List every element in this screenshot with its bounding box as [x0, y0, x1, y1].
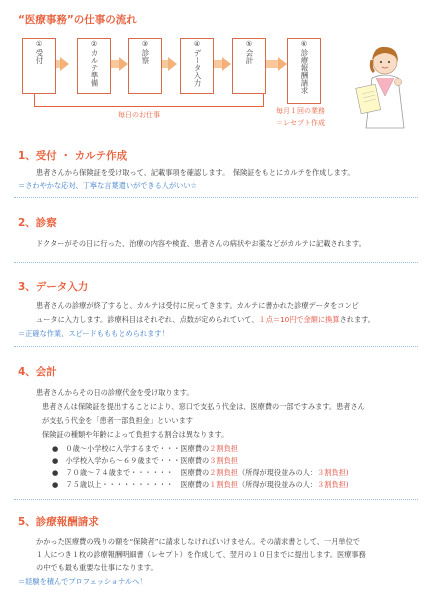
rate-value: １割負担	[209, 480, 238, 489]
flow-arrow-head	[278, 57, 287, 71]
section-3-text-line2	[36, 314, 375, 326]
flow-step-billing	[287, 38, 321, 104]
flow-step-payment	[232, 38, 266, 94]
section-heading-2: 2、診察	[18, 217, 57, 229]
rate-value: ２割負担	[209, 444, 238, 453]
rate-label: ● ７５歳以上・・・・・・・・・・ 医療費の	[52, 480, 210, 489]
step-label: 診察	[140, 49, 150, 65]
rate-row	[52, 467, 349, 479]
rate-note: （所得が現役並みの人：	[237, 468, 318, 477]
text-segment: ュータに入力します。診療科目はそれぞれ、点数が定められていて、	[36, 315, 259, 324]
flow-arrow-head	[119, 57, 128, 71]
daily-bracket	[34, 94, 264, 107]
rate-note-value: ３割負担)	[317, 480, 349, 489]
step-label: カルテ準備	[89, 49, 99, 87]
flow-step-chart-prep	[77, 38, 111, 94]
rate-note: （所得が現役並みの人：	[237, 480, 318, 489]
rate-note-value: ３割負担)	[317, 468, 349, 477]
divider	[14, 262, 418, 263]
section-2-text: ドクターがその日に行った、治療の内容や検査、患者さんの病状やお薬などがカルテに記載されます。	[36, 239, 366, 248]
flow-step-data-entry	[180, 38, 214, 94]
divider	[14, 346, 418, 347]
section-5-text-line2: １人につき１枚の診療報酬明細書（レセプト）を作成して、翌月の１０日までに提出します。医療事務	[36, 550, 366, 559]
rate-label: ● ７０歳～７４歳まで・・・・・・ 医療費の	[52, 468, 210, 477]
text-segment: されます。	[339, 315, 375, 324]
divider	[14, 499, 418, 500]
step-label: 診療報酬請求	[299, 49, 309, 95]
monthly-label: 毎月１回の業務	[276, 107, 325, 115]
step-number: ⑤	[245, 40, 253, 48]
receipt-label: ＝レセプト作成	[276, 119, 325, 127]
section-5-text-line3: の中でも最も重要な仕事になります。	[36, 563, 158, 572]
step-label: 会計	[244, 49, 254, 65]
section-heading-1: 1、受付 ・ カルテ作成	[18, 150, 128, 162]
step-number: ①	[35, 40, 43, 48]
rate-value: ３割負担	[209, 456, 238, 465]
flow-arrow-head	[168, 57, 177, 71]
section-4-text-line4: 保険証の種類や年齢によって負担する割合は異なります。	[42, 430, 229, 439]
step-number: ⑥	[300, 40, 308, 48]
highlight-conversion: １点＝10円で金額に換算	[258, 315, 340, 324]
step-number: ②	[90, 40, 98, 48]
step-label: 受付	[34, 49, 44, 65]
step-number: ③	[141, 40, 149, 48]
rate-row	[52, 455, 238, 467]
section-1-note: ＝さわやかな応対、丁寧な言葉遣いができる人がいい☆	[18, 181, 197, 190]
flow-arrow-head	[60, 57, 69, 71]
step-label: データ入力	[192, 49, 202, 87]
rate-row	[52, 443, 238, 455]
section-5-text-line1: かかった医療費の残りの額を“保険者”に請求しなければいけません。その請求書として、一月単位で	[36, 537, 360, 546]
flow-arrow-head	[222, 57, 231, 71]
section-3-note: ＝正確な作業、スピードもももとめられます！	[18, 329, 169, 338]
rate-label: ● 小学校入学から～６９歳まで・・・医療費の	[52, 456, 210, 465]
flow-step-examination	[128, 38, 162, 94]
staff-illustration	[352, 38, 418, 130]
section-heading-4: 4、会計	[18, 366, 57, 378]
section-4-text-line2: 患者さんは保険証を提出することにより、窓口で支払う代金は、医療費の一部ですみます。患者さん	[42, 402, 365, 411]
section-heading-5: 5、診療報酬請求	[18, 516, 99, 528]
flow-step-reception	[22, 38, 56, 94]
section-heading-3: 3、データ入力	[18, 281, 89, 293]
section-1-text: 患者さんから保険証を受け取って、記載事項を確認します。 保険証をもとにカルテを作成します。	[36, 168, 355, 177]
section-5-note: ＝経験を積んでプロフェッショナルへ！	[18, 577, 147, 586]
daily-label: 毎日のお仕事	[118, 111, 160, 119]
step-number: ④	[193, 40, 201, 48]
divider	[14, 197, 418, 198]
rate-row	[52, 479, 349, 491]
section-3-text-line1: 患者さんの診療が終了すると、カルテは受付に戻ってきます。カルテに書かれた診療データをコンピ	[36, 301, 359, 310]
page-title: “医療事務”の仕事の流れ	[18, 14, 137, 26]
section-4-text-line1: 患者さんからその日の診療代金を受け取ります。	[36, 388, 194, 397]
section-4-text-line3: が支払う代金を「患者一部負担金」といいます	[42, 416, 193, 425]
rate-label: ● ０歳～小学校に入学するまで・・・医療費の	[52, 444, 210, 453]
rate-value: ２割負担	[209, 468, 238, 477]
